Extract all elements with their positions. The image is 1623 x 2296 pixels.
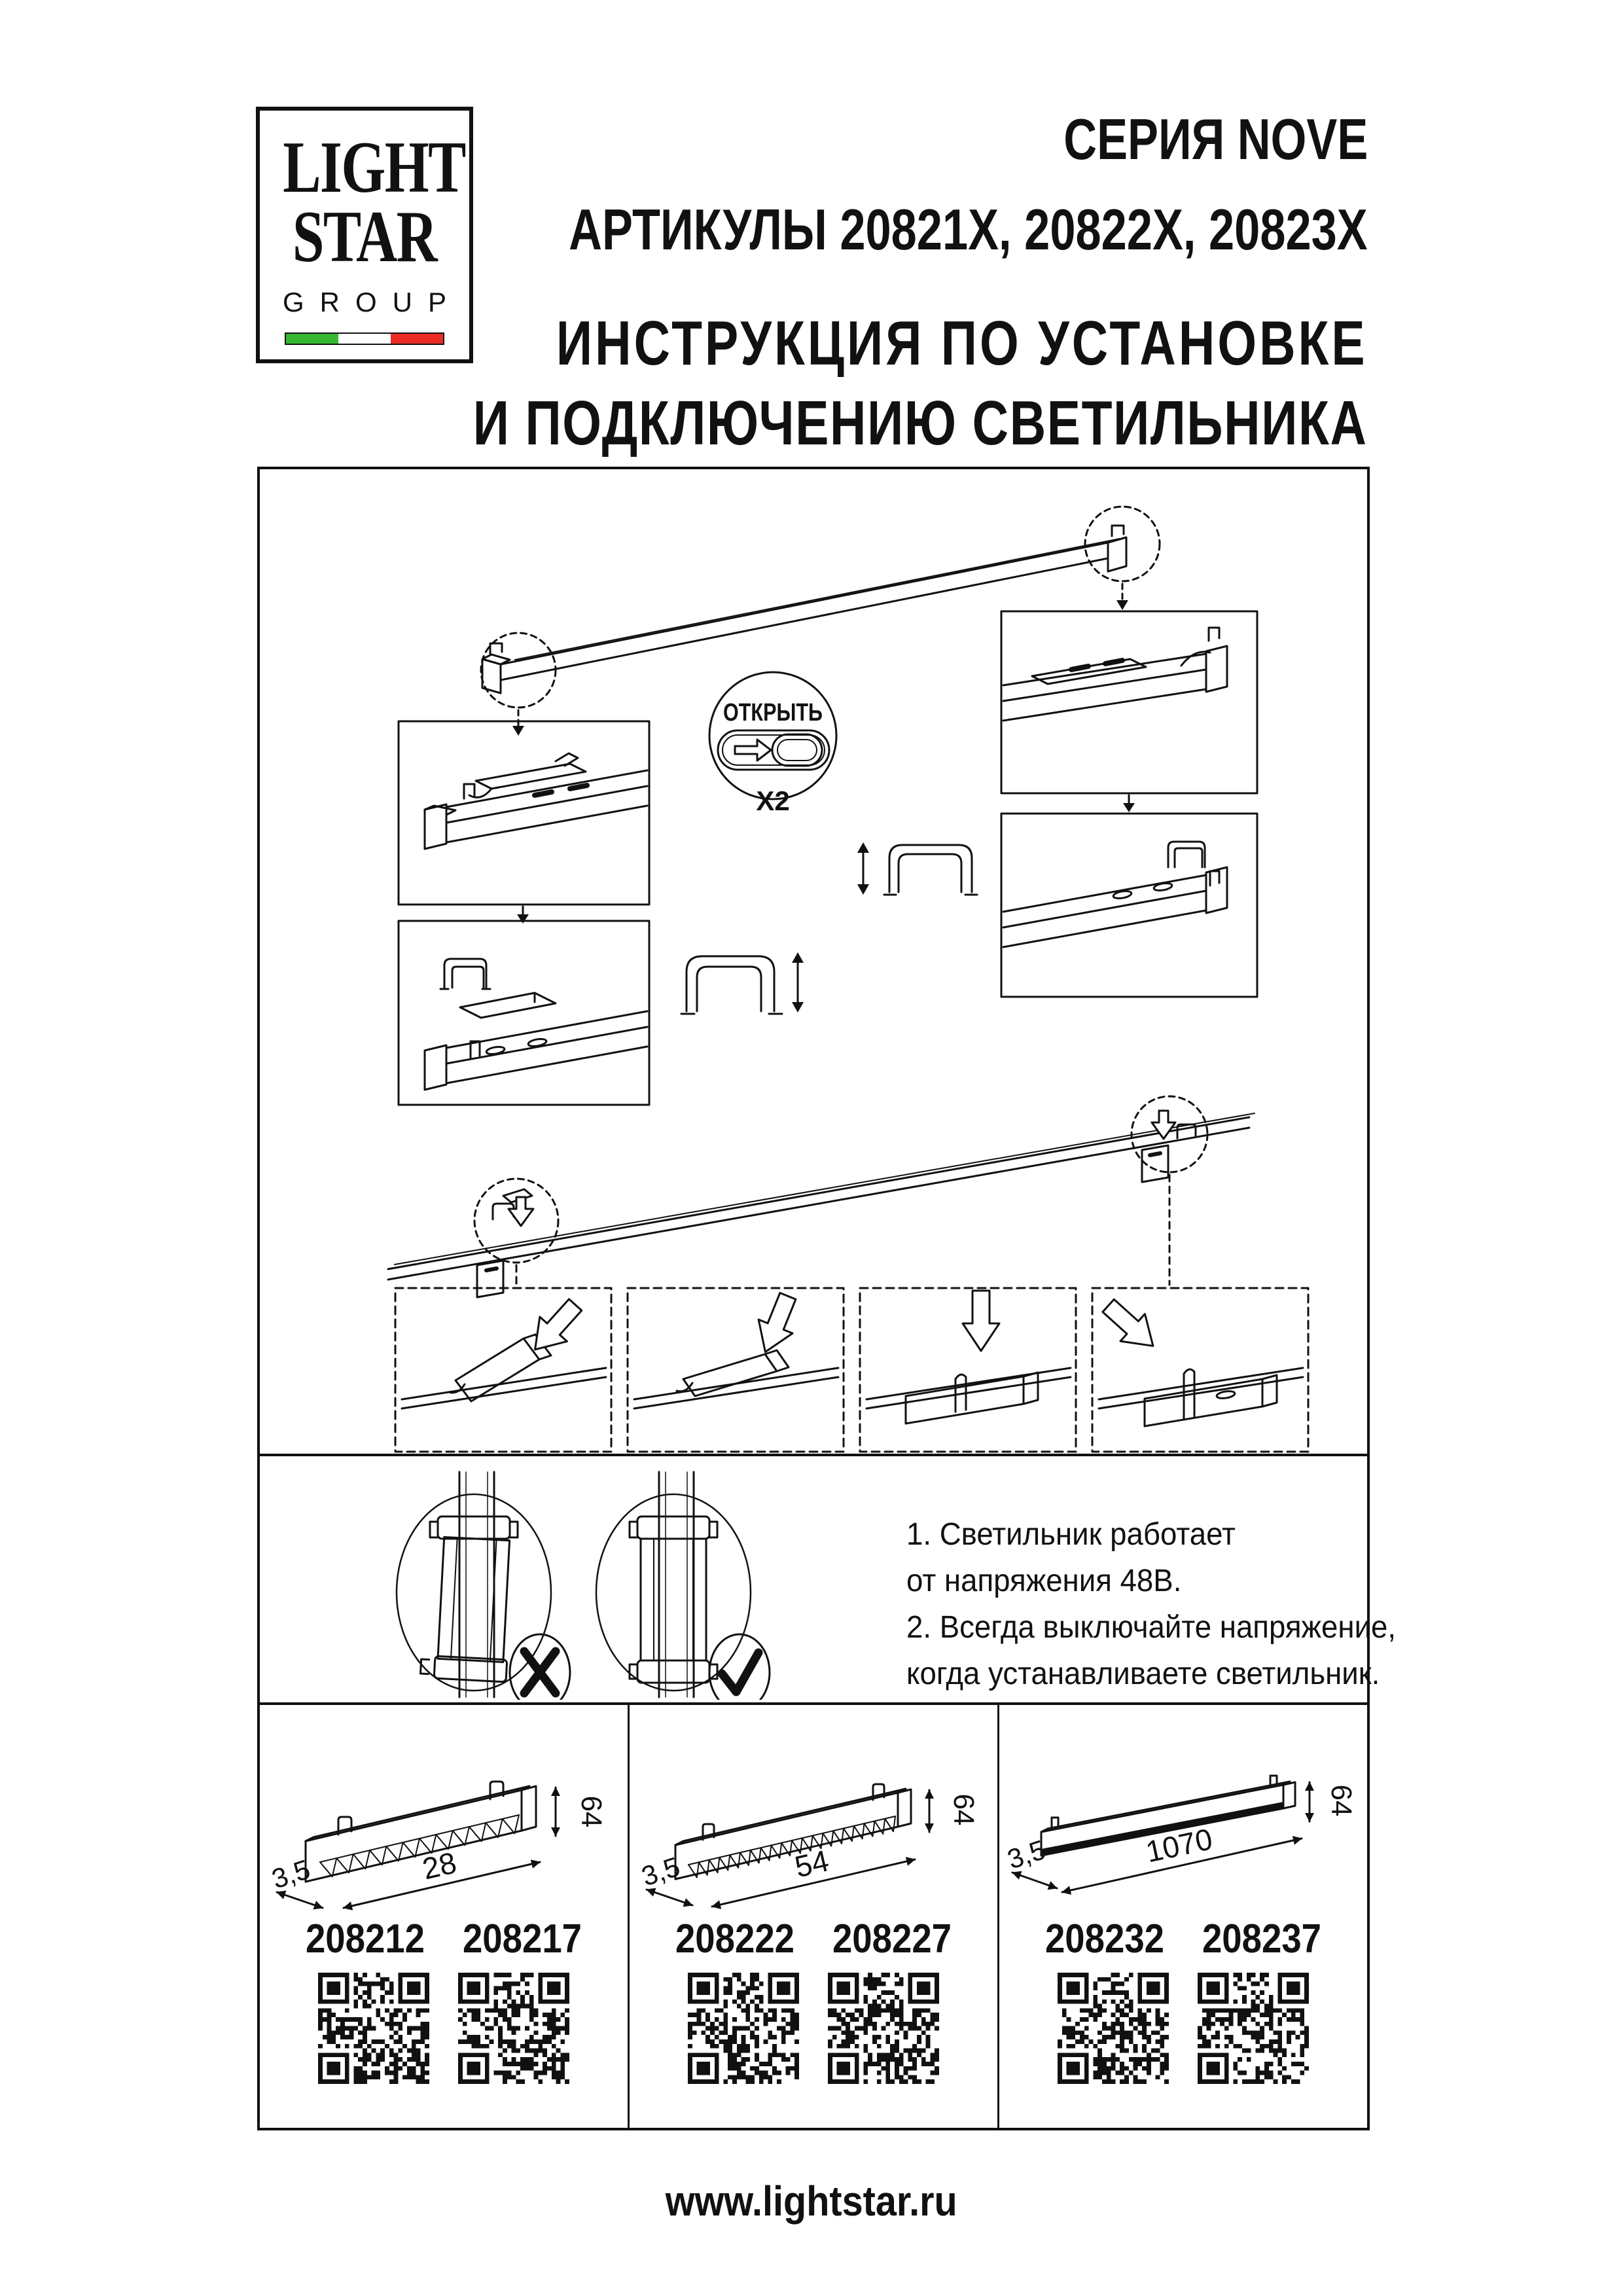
footer-website xyxy=(0,2177,1623,2225)
lightstar-logo xyxy=(256,107,473,363)
article-number: 208217 xyxy=(462,1916,582,1962)
callout-arrow-left xyxy=(512,710,524,736)
logo-word-light: LIGHT xyxy=(283,127,465,208)
italian-flag-icon xyxy=(285,332,444,345)
qr-code xyxy=(688,1973,799,2084)
warning-line-4: когда устанавливаете светильник. xyxy=(906,1657,1380,1691)
step-arrow-c-d xyxy=(1123,795,1135,812)
step-panel-3-press xyxy=(860,1288,1076,1452)
height-dim-label: 64 xyxy=(948,1793,980,1826)
article-number: 208232 xyxy=(1044,1916,1165,1962)
mount-clip-icon-left xyxy=(681,956,782,1014)
louver-grille xyxy=(320,1815,519,1876)
articles-line: АРТИКУЛЫ 20821X, 20822X, 20823X xyxy=(569,197,1368,262)
installation-diagram-frame xyxy=(257,467,1370,1456)
callout-arrow-right xyxy=(1116,584,1128,610)
product-cell-107cm xyxy=(997,1705,1367,2128)
detail-box-clip-exploded xyxy=(399,921,649,1105)
website-url: www.lightstar.ru xyxy=(666,2178,957,2225)
installation-diagram xyxy=(260,469,1367,1454)
flag-red-stripe xyxy=(391,334,443,344)
page-title-line1: ИНСТРУКЦИЯ ПО УСТАНОВКЕ xyxy=(556,308,1368,378)
product-cell-28cm xyxy=(260,1705,628,2128)
voltage-warning-text xyxy=(906,1511,1396,1697)
detail-box-latch-engaged-right xyxy=(1001,611,1257,793)
product-variants-section xyxy=(257,1705,1370,2130)
depth-dim-arrow xyxy=(277,1892,323,1908)
slide-lock-icon xyxy=(718,730,829,770)
step-panel-2-lower xyxy=(628,1288,844,1452)
qr-code xyxy=(1058,1973,1169,2084)
luminaire-drawing-54 xyxy=(630,1717,997,1913)
length-dim-label: 1070 xyxy=(1143,1821,1216,1869)
warning-line-2: от напряжения 48В. xyxy=(906,1564,1182,1598)
luminaire-drawing-28 xyxy=(260,1717,628,1913)
article-number: 208212 xyxy=(305,1916,425,1962)
height-dim-label: 64 xyxy=(1325,1784,1357,1817)
qr-code xyxy=(828,1973,939,2084)
article-number: 208237 xyxy=(1202,1916,1322,1962)
clip-callout-circle-left xyxy=(474,1179,558,1263)
qr-code xyxy=(458,1973,569,2084)
open-qty-label: X2 xyxy=(756,785,790,816)
qr-code xyxy=(1198,1973,1309,2084)
mount-clip-icon-right xyxy=(884,845,977,895)
flag-white-stripe xyxy=(338,334,391,344)
warning-line-1: 1. Светильник работает xyxy=(906,1517,1236,1552)
flag-green-stripe xyxy=(286,334,338,344)
logo-word-star: STAR xyxy=(292,196,437,278)
product-cell-54cm xyxy=(628,1705,997,2128)
warning-section xyxy=(257,1456,1397,1705)
up-down-arrow-icon-left xyxy=(792,952,804,1013)
page-title-line2: И ПОДКЛЮЧЕНИЮ СВЕТИЛЬНИКА xyxy=(473,388,1368,458)
article-number: 208222 xyxy=(675,1916,795,1962)
figure-aligned xyxy=(596,1472,751,1697)
detail-box-latch-engaged xyxy=(399,721,649,905)
open-label: ОТКРЫТЬ xyxy=(723,699,823,726)
warning-line-3: 2. Всегда выключайте напряжение, xyxy=(906,1610,1397,1645)
depth-dim-label: 3,5 xyxy=(1003,1833,1050,1875)
open-instruction-badge xyxy=(709,672,836,816)
track-rail-top-drawing xyxy=(482,526,1126,693)
qr-code xyxy=(318,1973,429,2084)
depth-dim-label: 3,5 xyxy=(637,1850,684,1892)
length-dim-label: 28 xyxy=(419,1845,460,1886)
up-down-arrow-icon-right xyxy=(857,842,869,895)
depth-dim-label: 3,5 xyxy=(268,1853,314,1895)
series-title: СЕРИЯ NOVE xyxy=(1063,107,1368,171)
figure-misaligned xyxy=(397,1472,551,1697)
step-panel-1-tilt-insert xyxy=(395,1288,611,1452)
logo-word-group: GROUP xyxy=(282,286,462,317)
height-dim-label: 64 xyxy=(575,1795,607,1828)
depth-dim-arrow xyxy=(1012,1873,1057,1888)
luminaire-drawing-1070 xyxy=(999,1717,1367,1913)
depth-dim-arrow xyxy=(647,1890,692,1905)
detail-box-clip-removed-right xyxy=(1001,814,1257,997)
clip-callout-circle-right xyxy=(1132,1096,1207,1172)
step-panel-4-locked xyxy=(1092,1288,1308,1452)
article-number: 208227 xyxy=(832,1916,952,1962)
length-dim-label: 54 xyxy=(791,1843,832,1884)
